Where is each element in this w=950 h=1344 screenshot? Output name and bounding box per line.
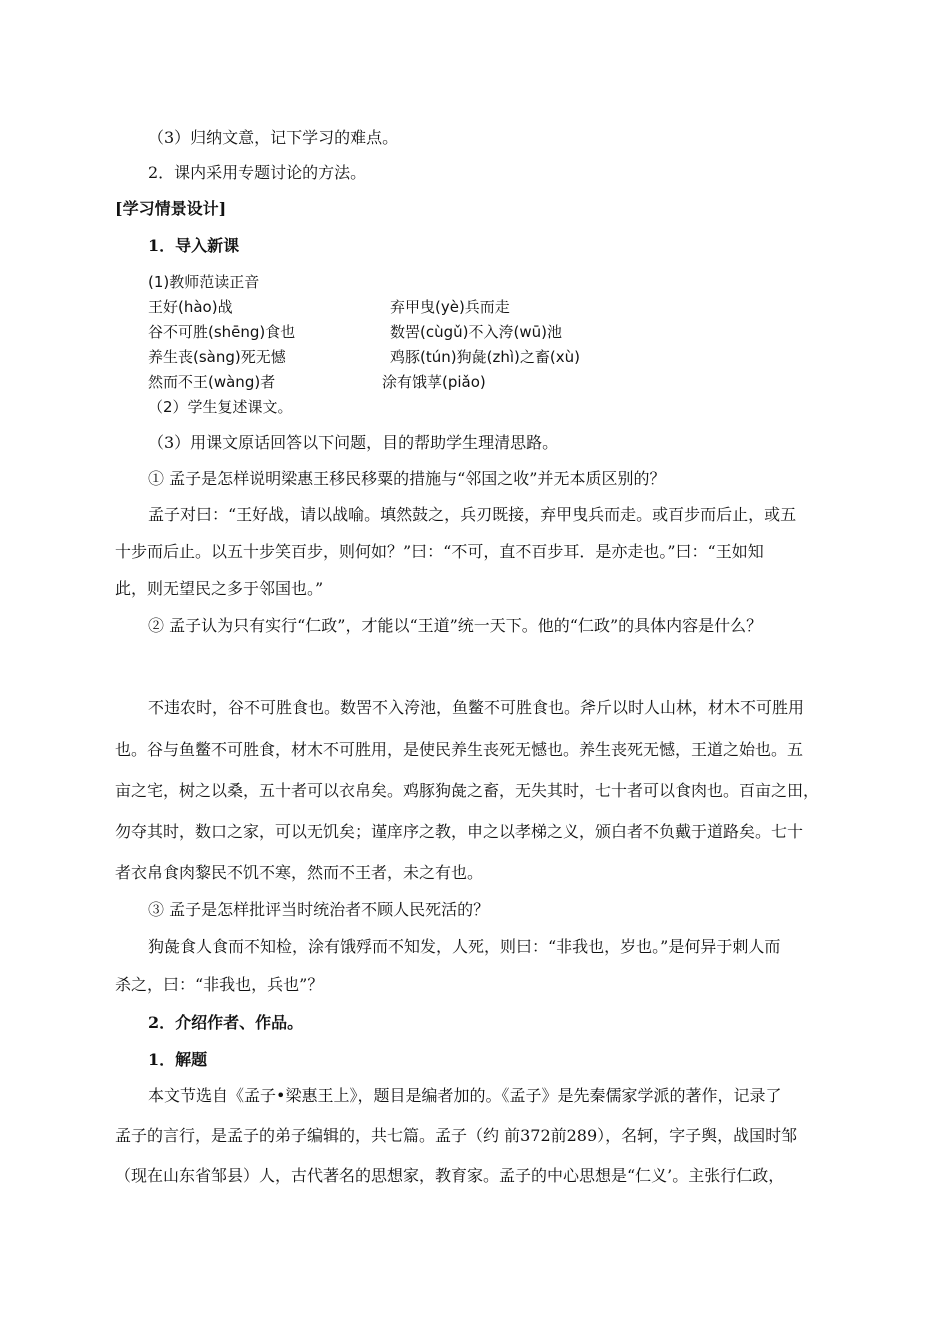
subsection-heading: 1．解题 [148,1050,208,1069]
pronunciation-item: 谷不可胜(shēng)食也 [148,323,296,341]
answer-line: 亩之宅，树之以桑，五十者可以衣帛矣。鸡豚狗彘之畜，无失其时，七十者可以食肉也。百亩之田， [115,781,820,800]
answer-line: 勿夺其时，数口之家，可以无饥矣；谨庠序之教，申之以孝梯之义，颁白者不负戴于道路矣。七十 [115,822,804,841]
pronunciation-item: 然而不王(wàng)者 [148,373,276,391]
text-line: (1)教师范读正音 [148,273,260,291]
question-line: ① 孟子是怎样说明梁惠王移民移粟的措施与“邻国之收”并无本质区别的？ [148,469,666,488]
question-line: ② 孟子认为只有实行“仁政”，才能以“王道”统一天下。他的“仁政”的具体内容是什么？ [148,616,763,635]
answer-line: 狗彘食人食而不知检，涂有饿殍而不知发，人死，则曰：“非我也，岁也。”是何异于刺人而 [148,937,781,956]
text-line: 2．课内采用专题讨论的方法。 [148,163,367,182]
answer-line: 也。谷与鱼鳖不可胜食，材木不可胜用，是使民养生丧死无憾也。养生丧死无憾，王道之始也。五 [115,740,804,759]
text-line: （2）学生复述课文。 [148,398,293,416]
answer-line: 杀之，曰：“非我也，兵也”？ [115,975,324,994]
text-line: （3）用课文原话回答以下问题，目的帮助学生理清思路。 [148,433,559,452]
answer-line: 不违农时，谷不可胜食也。数罟不入洿池，鱼鳖不可胜食也。斧斤以时人山林，材木不可胜用 [148,698,805,717]
section-heading: [学习情景设计] [115,199,227,218]
text-line: （现在山东省邹县）人，古代著名的思想家，教育家。孟子的中心思想是“仁义’。主张行仁政， [115,1166,785,1185]
answer-line: 孟子对曰：“王好战，请以战喻。填然鼓之，兵刃既接，弃甲曳兵而走。或百步而后止，或五 [148,505,797,524]
answer-line: 此，则无望民之多于邻国也。” [115,579,324,598]
answer-line: 十步而后止。以五十步笑百步，则何如？”曰：“不可，直不百步耳．是亦走也。”曰：“王如知 [115,542,764,561]
pronunciation-item: 鸡豚(tún)狗彘(zhì)之畜(xù) [390,348,580,366]
text-line: 本文节选自《孟子•梁惠王上》，题目是编者加的。《孟子》是先秦儒家学派的著作，记录了 [148,1086,782,1105]
text-line: 孟子的言行，是孟子的弟子编辑的，共七篇。孟子（约 前372前289），名轲，字子舆，战国时邹 [115,1126,798,1145]
question-line: ③ 孟子是怎样批评当时统治者不顾人民死活的？ [148,900,490,919]
pronunciation-item: 弃甲曳(yè)兵而走 [390,298,510,316]
pronunciation-item: 涂有饿莩(piǎo) [382,373,486,391]
pronunciation-item: 养生丧(sàng)死无憾 [148,348,286,366]
text-line: （3）归纳文意，记下学习的难点。 [148,128,399,147]
pronunciation-item: 王好(hào)战 [148,298,233,316]
subsection-heading: 2．介绍作者、作品。 [148,1013,304,1032]
answer-line: 者衣帛食肉黎民不饥不寒，然而不王者，未之有也。 [115,863,484,882]
pronunciation-item: 数罟(cùgǔ)不入洿(wū)池 [390,323,562,341]
subsection-heading: 1．导入新课 [148,236,240,255]
